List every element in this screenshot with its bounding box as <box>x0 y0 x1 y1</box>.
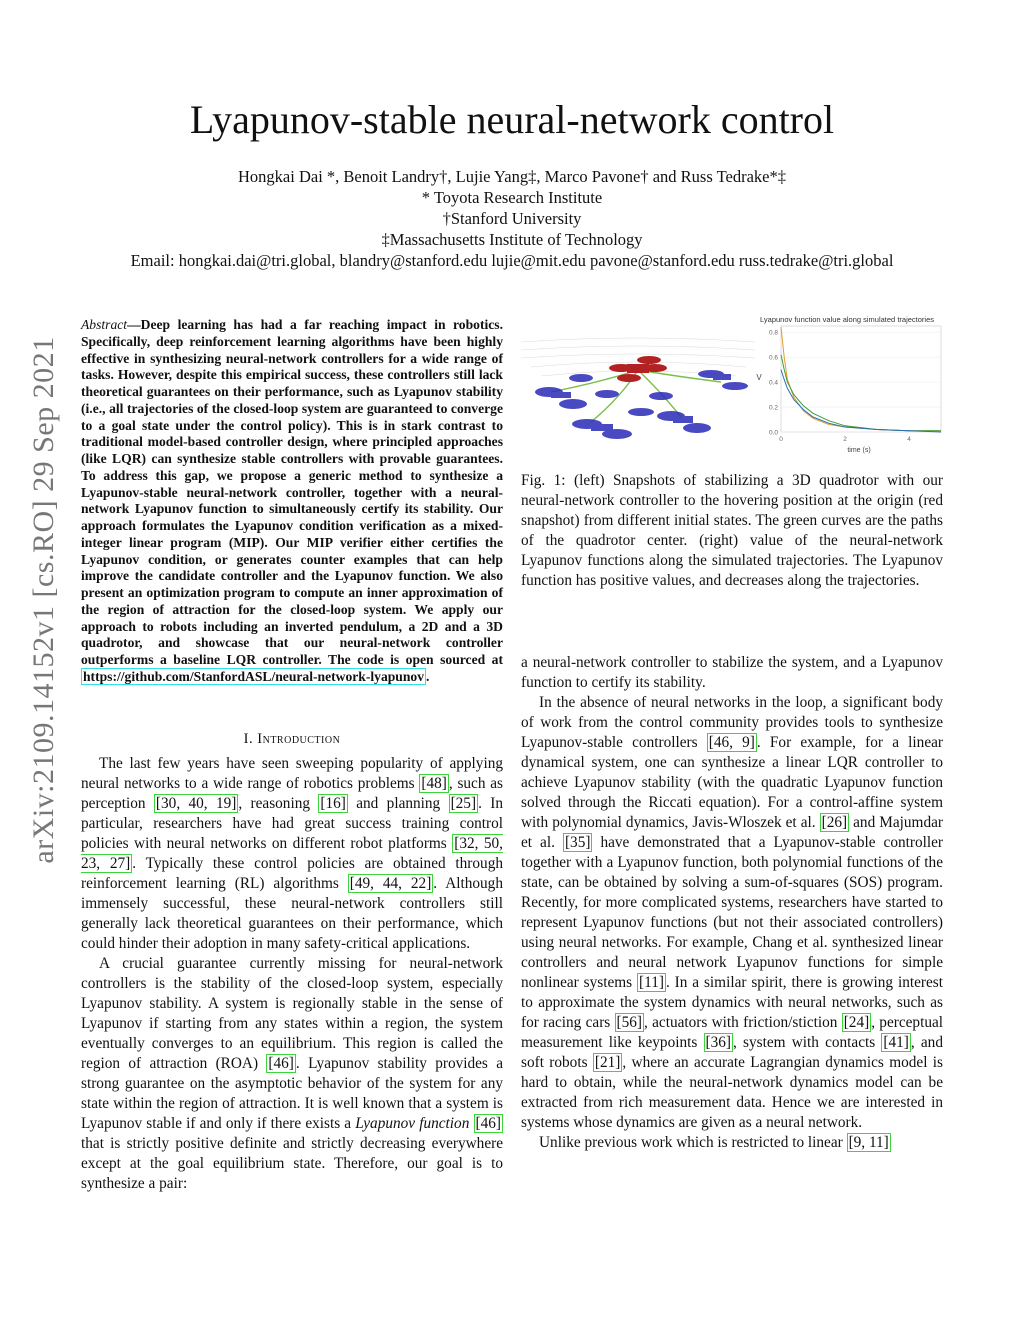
citation[interactable]: [56] <box>616 1014 643 1031</box>
section-heading-introduction: I. Introduction <box>243 731 341 747</box>
paper-title: Lyapunov-stable neural-network control <box>189 97 835 142</box>
intro-text <box>81 754 503 1194</box>
citation[interactable]: [21] <box>594 1054 621 1071</box>
arxiv-id: arXiv:2109.14152v1 [cs.RO] 29 Sep 2021 <box>27 336 60 864</box>
affiliation-mit: ‡Massachusetts Institute of Technology <box>381 230 643 249</box>
intro-paragraph-1: The last few years have seen sweeping popularity of applying neural networks to a wide range of robotics problems [48] , such as perception [30, 40, 19] , reasoning [16] and planning [25] . In particular, researchers have had great success training control policies with neural networks on different robot platforms [32, 50, 23, 27] . Typically these control policies are obtained through reinforcement learning (RL) algorithms [49, 44, 22] . Although immensely successful, these neural-network controllers still generally lack theoretical guarantees on their performance, which could hinder their adoption in many safety-critical applications. <box>81 755 503 952</box>
figure-caption: Fig. 1: (left) Snapshots of stabilizing a 3D quadrotor with our neural-network controller to the hovering position at the origin (red snapshot) from different initial states. The green curves are the paths of the quadrotor center. (right) value of the neural-network Lyapunov functions along the simulated trajectories. The Lyapunov function has positive values, and decreases along the trajectories. <box>521 472 943 589</box>
citation[interactable]: [35] <box>564 834 591 851</box>
citation[interactable]: [46] <box>475 1115 501 1132</box>
citation[interactable]: [25] <box>450 795 477 812</box>
chart-series-traj-3 <box>781 370 941 432</box>
citation[interactable]: [11] <box>639 974 664 991</box>
chart-ylabel: V <box>756 373 762 382</box>
chart-xtick-label: 4 <box>907 436 911 443</box>
quadrotor-snapshots-image <box>521 312 755 462</box>
citation[interactable]: [36] <box>705 1034 732 1051</box>
author-emails: Email: hongkai.dai@tri.global, blandry@stanford.edu lujie@mit.edu pavone@stanford.edu russ.tedrake@tri.global <box>130 251 894 270</box>
citation[interactable]: [48] <box>421 775 447 792</box>
intro-paragraph-2: A crucial guarantee currently missing for neural-network controllers is the stability of the closed-loop system, especially Lyapunov stability. A system is regionally stable in the sense of Lyapunov if starting from any states within a region, the system eventually converges to an equilibrium. This region is called the region of attraction (ROA) [46] . Lyapunov stability provides a strong guarantee on the asymptotic behavior of the system for any state within the region of attraction. It is well known that a system is Lyapunov stable if and only if there exists a Lyapunov function [46] that is strictly positive definite and strictly decreasing everywhere except at the goal equilibrium state. Therefore, our goal is to synthesize a pair: <box>81 955 503 1192</box>
contribution-paragraph: Unlike previous work which is restricted to linear [9, 11] <box>539 1134 889 1151</box>
citation[interactable]: [9, 11] <box>848 1134 889 1151</box>
emphasis: Lyapunov function <box>355 1115 470 1132</box>
abstract-body: —Deep learning has had a far reaching impact in robotics. Specifically, deep reinforcement learning algorithms have been highly effective in synthesizing neural-network controllers for a wide range of tasks. However, despite this empirical success, these controllers still lack theoretical guarantees on their performance, such as Lyapunov stability (i.e., all trajectories of the closed-loop system are guaranteed to converge to a goal state under the control policy). This is in stark contrast to traditional model-based controller design, where principled approaches (like LQR) can synthesize stable controllers with provable guarantees. To address this gap, we propose a generic method to synthesize a Lyapunov-stable neural-network controller, together with a neural-network Lyapunov function to simultaneously certify its stability. Our approach formulates the Lyapunov condition verification as a mixed-integer linear program (MIP). Our MIP verifier either certifies the Lyapunov condition, or generates counter examples that can help improve the candidate controller and the Lyapunov function. We also present an optimization program to compute an inner approximation of the region of attraction for the closed-loop system. We apply our approach to robots including an inverted pendulum, a 2D and a 3D quadrotor, and showcase that our neural-network controller outperforms a baseline LQR controller. The code is open sourced at <box>81 317 503 667</box>
right-column-text <box>521 653 943 1153</box>
citation[interactable]: [32, 50, 23, 27] <box>81 835 503 872</box>
citation[interactable]: [16] <box>320 795 346 812</box>
chart-ytick-label: 0.2 <box>768 404 778 412</box>
chart-xlabel: time (s) <box>847 447 871 454</box>
chart-series-traj-2 <box>781 355 941 431</box>
chart-frame <box>781 326 941 432</box>
citation[interactable]: [46] <box>268 1055 294 1072</box>
citation[interactable]: [24] <box>843 1014 870 1031</box>
chart-ytick-label: 0.0 <box>768 429 778 437</box>
chart-xtick-label: 0 <box>779 436 783 443</box>
chart-xtick-label: 2 <box>843 436 847 443</box>
continuation-paragraph: a neural-network controller to stabilize the system, and a Lyapunov function to certify its stability. <box>521 654 943 691</box>
abstract: Abstract—Deep learning has had a far reaching impact in robotics. Specifically, deep reinforcement learning algorithms have been highly effective in synthesizing neural-network controllers for a wide range of tasks. However, despite this empirical success, these controllers still lack theoretical guarantees on their performance, such as Lyapunov stability (i.e., all trajectories of the closed-loop system are guaranteed to converge to a goal state under the control policy). This is in stark contrast to traditional model-based controller design, where principled approaches (like LQR) can synthesize stable controllers with provable guarantees. To address this gap, we propose a generic method to synthesize a Lyapunov-stable neural-network controller, together with a neural-network Lyapunov function to simultaneously certify its stability. Our approach formulates the Lyapunov condition verification as a mixed-integer linear program (MIP). Our MIP verifier either certifies the Lyapunov condition, or generates counter examples that can help improve the candidate controller and the Lyapunov function. We also present an optimization program to compute an inner approximation of the region of attraction for the closed-loop system. We apply our approach to robots including an inverted pendulum, a 2D and a 3D quadrotor, and showcase that our neural-network controller outperforms a baseline LQR controller. The code is open sourced at https://github.com/StanfordASL/neural-network-lyapunov . <box>81 317 503 684</box>
chart-ytick-label: 0.4 <box>768 379 778 387</box>
lyapunov-chart <box>745 312 945 458</box>
citation[interactable]: [26] <box>821 814 848 831</box>
affiliation-toyota: * Toyota Research Institute <box>421 188 603 207</box>
citation[interactable]: [41] <box>883 1034 909 1051</box>
abstract-label: Abstract <box>81 317 128 332</box>
chart-series-traj-1 <box>781 327 941 431</box>
code-link[interactable]: https://github.com/StanfordASL/neural-network-lyapunov <box>83 668 425 684</box>
section-title: Introduction <box>257 731 341 747</box>
chart-ytick-label: 0.8 <box>768 329 778 337</box>
author-block <box>0 166 1024 271</box>
affiliation-stanford: †Stanford University <box>442 209 582 228</box>
citation[interactable]: [30, 40, 19] <box>155 795 237 812</box>
chart-ytick-label: 0.6 <box>768 354 778 362</box>
citation[interactable]: [49, 44, 22] <box>349 875 432 892</box>
author-names: Hongkai Dai *, Benoit Landry†, Lujie Yang‡, Marco Pavone† and Russ Tedrake*‡ <box>238 167 786 186</box>
citation[interactable]: [46, 9] <box>708 734 755 751</box>
related-work-paragraph: In the absence of neural networks in the loop, a significant body of work from the control community provides tools to synthesize Lyapunov-stable controllers [46, 9] . For example, for a linear dynamical system, one can synthesize a linear LQR controller to achieve Lyapunov stability (with the quadratic Lyapunov function solved through the Riccati equation). For a control-affine system with polynomial dynamics, Javis-Wloszek et al. [26] and Majumdar et al. [35] have demonstrated that a Lyapunov-stable controller together with a Lyapunov function, both polynomial functions of the state, can be obtained by solving a sum-of-squares (SOS) program. Recently, for more complicated systems, researchers have started to represent Lyapunov functions (but not their associated controllers) using neural networks. For example, Chang et al. synthesized linear controllers and neural network Lyapunov functions for simple nonlinear systems [11] . In a similar spirit, there is growing interest to approximate the system dynamics with neural networks, such as for racing cars [56] , actuators with friction/stiction [24] , perceptual measurement like keypoints [36] , system with contacts [41] , and soft robots [21] , where an accurate Lagrangian dynamics model is hard to obtain, while the neural-network dynamics model can be extracted from rich measurement data. Hence we are interested in systems whose dynamics are given as a neural network. <box>521 694 944 1131</box>
chart-title: Lyapunov function value along simulated trajectories <box>760 315 934 324</box>
